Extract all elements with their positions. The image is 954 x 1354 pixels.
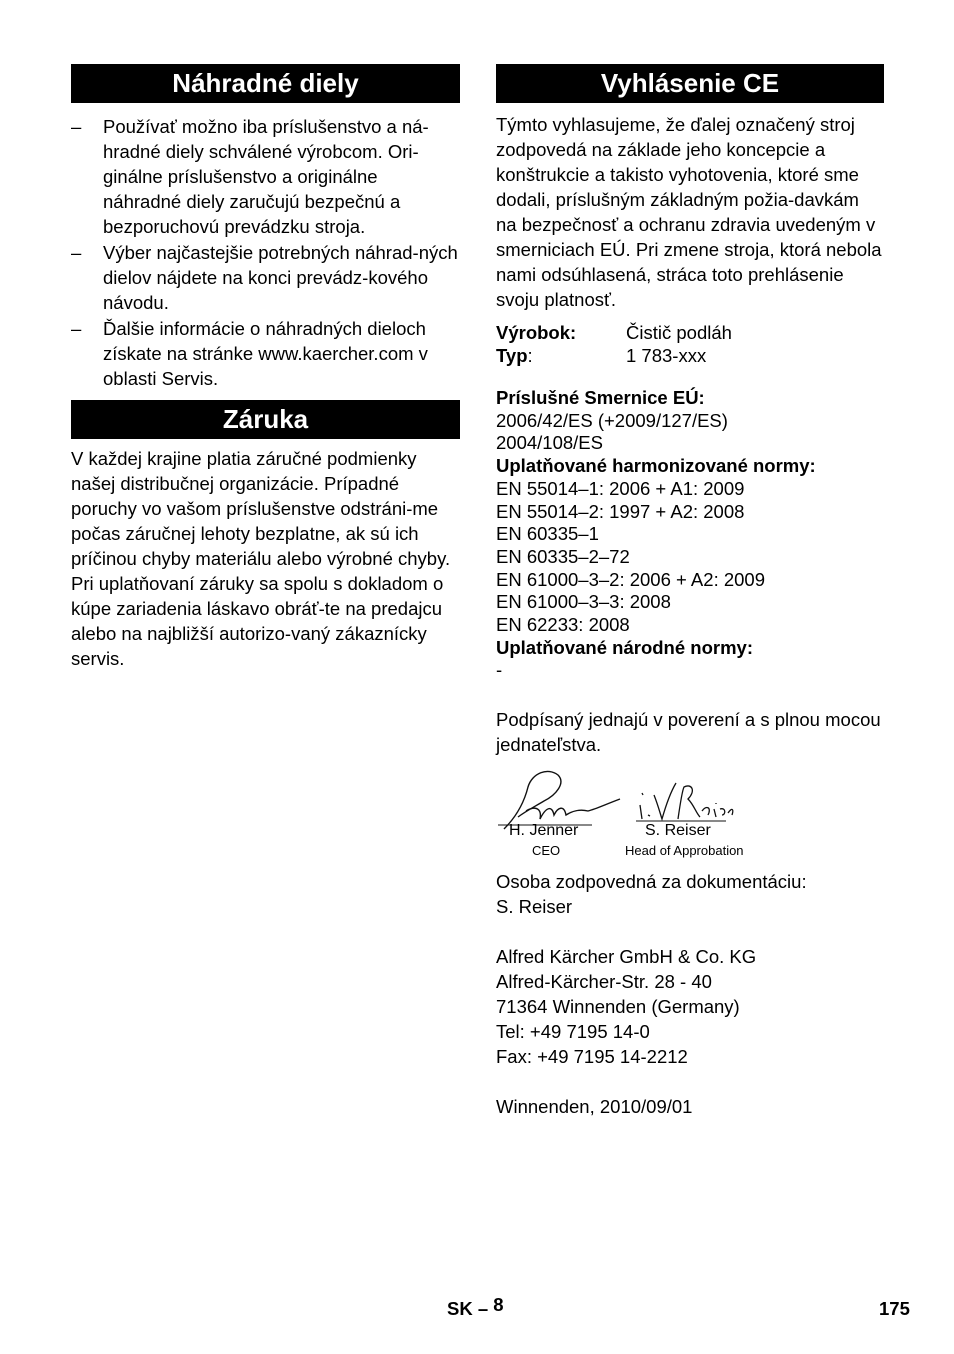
list-item (71, 240, 460, 315)
directive-item: 2006/42/ES (+2009/127/ES) (496, 409, 728, 431)
warranty-heading: Záruka (71, 400, 460, 439)
spare-parts-heading: Náhradné diely (71, 64, 460, 103)
product-row (496, 321, 884, 344)
product-info (496, 321, 884, 367)
directive-item: 2004/108/ES (496, 432, 603, 454)
address-line: 71364 Winnenden (Germany) (496, 996, 740, 1018)
signer-name: H. Jenner (509, 822, 579, 840)
harmonized-item: EN 60335–1 (496, 523, 599, 545)
harmonized-item: EN 55014–1: 2006 + A1: 2009 (496, 477, 745, 499)
list-item (71, 316, 460, 391)
directives-label: Príslušné Smernice EÚ: (496, 387, 705, 408)
signed-text: Podpísaný jednajú v poverení a s plnou mocou jednateľstva. (496, 709, 881, 756)
footer-lang: SK (447, 1298, 473, 1319)
footer-section-page: 8 (493, 1294, 504, 1315)
address-line: Fax: +49 7195 14-2212 (496, 1046, 688, 1068)
address-line: Alfred-Kärcher-Str. 28 - 40 (496, 971, 712, 993)
list-item-text: Používať možno iba príslušenstvo a ná-hradné diely schválené výrobcom. Ori-ginálne príslušenstvo a originálne náhradné diely zaručujú bezpečnú a bezporuchovú prevádzku stroja. (103, 116, 429, 237)
harmonized-item: EN 62233: 2008 (496, 614, 630, 636)
left-column (71, 64, 460, 671)
dash-bullet: – (71, 116, 82, 137)
signer-role: Head of Approbation (625, 843, 744, 859)
harmonized-item: EN 60335–2–72 (496, 545, 630, 567)
product-label: Výrobok: (496, 322, 577, 343)
documentation-block (496, 869, 884, 919)
national-label: Uplatňované národné normy: (496, 636, 753, 658)
warranty-text: V každej krajine platia záručné podmienky našej distribučnej organizácie. Prípadné poruchy vo vašom príslušenstve odstráni-me počas záručnej lehoty bezplatne, ak sú ich príčinou chyby materiálu alebo výrobné chyby. Pri uplatňovaní záruky sa spolu s dokladom o kúpe zariadenia láskavo obráť-te na predajcu alebo na najbližší autorizo-vaný zákaznícky servis. (71, 448, 451, 669)
type-value: 1 783-xxx (626, 345, 707, 366)
type-label-wrap (496, 344, 626, 367)
right-column (496, 64, 884, 1119)
harmonized-label: Uplatňované harmonizované normy: (496, 455, 816, 477)
signer-role: CEO (532, 843, 561, 859)
type-label: Typ (496, 345, 528, 366)
spare-parts-list (71, 114, 460, 391)
list-item (71, 114, 460, 239)
harmonized-item: EN 55014–2: 1997 + A2: 2008 (496, 500, 745, 522)
list-item-text: Výber najčastejšie potrebných náhrad-ných dielov nájdete na konci prevádz-kového návodu. (103, 242, 458, 313)
doc-person: S. Reiser (496, 896, 573, 918)
signer-name: S. Reiser (645, 822, 711, 840)
dash-bullet: – (71, 318, 82, 339)
list-item-text: Ďalšie informácie o náhradných dieloch získate na stránke www.kaercher.com v oblasti Servis. (103, 318, 428, 389)
standards-block (496, 387, 884, 682)
footer-section-label (447, 1294, 504, 1320)
address-line: Alfred Kärcher GmbH & Co. KG (496, 946, 757, 968)
ce-declaration-heading: Vyhlásenie CE (496, 64, 884, 103)
type-colon: : (527, 345, 533, 366)
dash-bullet: – (71, 242, 82, 263)
harmonized-item: EN 61000–3–2: 2006 + A2: 2009 (496, 568, 765, 590)
place-date: Winnenden, 2010/09/01 (496, 1096, 693, 1118)
national-value: - (496, 659, 503, 681)
type-row (496, 344, 884, 367)
harmonized-item: EN 61000–3–3: 2008 (496, 591, 671, 613)
address-block (496, 944, 884, 1069)
doc-person-label: Osoba zodpovedná za dokumentáciu: (496, 871, 807, 893)
product-value: Čistič podláh (626, 322, 732, 343)
signature-reiser-image (636, 775, 736, 825)
declaration-intro: Týmto vyhlasujeme, že ďalej označený stroj zodpovedá na základe jeho koncepcie a konštrukcie a takisto vyhotovenia, ktoré sme dodali, príslušným základným požia-davkám na bezpečnosť a ochranu zdravia uvedeným v smerniciach EÚ. Pri zmene stroja, ktorá nebola nami odsúhlasená, stráca toto prehlásenie svoju platnosť. (496, 114, 882, 310)
footer-dash: – (477, 1298, 489, 1319)
signature-block (496, 769, 884, 859)
page-number: 175 (879, 1298, 910, 1319)
address-line: Tel: +49 7195 14-0 (496, 1021, 650, 1043)
